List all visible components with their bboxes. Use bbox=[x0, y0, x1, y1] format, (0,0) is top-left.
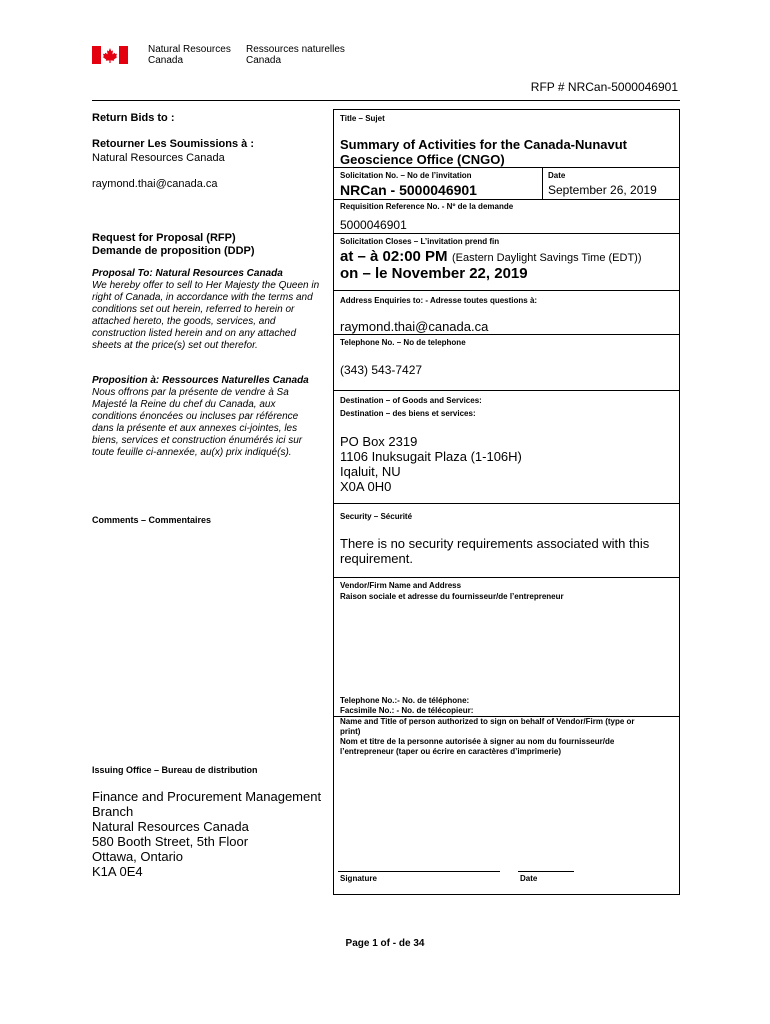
closes-label: Solicitation Closes – L’invitation prend fin bbox=[340, 237, 500, 246]
enquiries-email[interactable]: raymond.thai@canada.ca bbox=[340, 319, 489, 334]
department-name-en: Natural Resources Canada bbox=[148, 44, 231, 66]
return-org: Natural Resources Canada bbox=[92, 152, 225, 164]
canada-flag-icon bbox=[92, 46, 128, 64]
return-bids-label: Return Bids to : bbox=[92, 112, 175, 124]
solicitation-number: NRCan - 5000046901 bbox=[340, 182, 477, 198]
date-label: Date bbox=[548, 171, 566, 180]
telephone-value: (343) 543-7427 bbox=[340, 363, 423, 377]
department-name-fr: Ressources naturelles Canada bbox=[246, 44, 345, 66]
telephone-label: Telephone No. – No de telephone bbox=[340, 338, 466, 347]
signature-date-line[interactable] bbox=[518, 871, 574, 872]
rfp-title-en: Request for Proposal (RFP) bbox=[92, 232, 236, 244]
requisition-label: Requisition Reference No. - Nº de la demande bbox=[340, 202, 514, 211]
signature-line[interactable] bbox=[338, 871, 500, 872]
closes-time: at – à 02:00 PM (Eastern Daylight Savings Time (EDT)) bbox=[340, 248, 642, 265]
rfp-number: RFP # NRCan-5000046901 bbox=[530, 80, 678, 94]
issuing-office-address: Finance and Procurement Management Branch Natural Resources Canada 580 Booth Street, 5th Floor Ottawa, Ontario K1A 0E4 bbox=[92, 789, 322, 879]
return-email[interactable]: raymond.thai@canada.ca bbox=[92, 178, 218, 190]
signature-date-label: Date bbox=[520, 874, 538, 883]
signature-label: Signature bbox=[340, 874, 377, 883]
closes-date: on – le November 22, 2019 bbox=[340, 265, 528, 282]
vendor-label-fr: Raison sociale et adresse du fournisseur/de l’entrepreneur bbox=[340, 592, 564, 601]
title-value: Summary of Activities for the Canada-Nunavut Geoscience Office (CNGO) bbox=[340, 137, 628, 167]
issuing-office-label: Issuing Office – Bureau de distribution bbox=[92, 765, 258, 775]
destination-label-en: Destination – of Goods and Services: bbox=[340, 396, 482, 405]
retourner-label: Retourner Les Soumissions à : bbox=[92, 138, 254, 150]
title-label: Title – Sujet bbox=[340, 114, 385, 123]
vendor-fax-label: Facsimile No.: - No. de télécopieur: bbox=[340, 706, 474, 715]
solicitation-label: Solicitation No. – No de l’invitation bbox=[340, 171, 472, 180]
header-divider bbox=[92, 100, 680, 101]
proposition-heading: Proposition à: Ressources Naturelles Canada bbox=[92, 375, 309, 386]
proposal-to-text: We hereby offer to sell to Her Majesty the Queen in right of Canada, in accordance with the terms and conditions set out herein, referred to herein or attached hereto, the goods, services, and construction listed herein and on any attached sheets at the price(s) set out therefor. bbox=[92, 280, 320, 351]
enquiries-label: Address Enquiries to: - Adresse toutes questions à: bbox=[340, 296, 538, 305]
proposition-text: Nous offrons par la présente de vendre à Sa Majesté la Reine du chef du Canada, aux conditions énoncées ou incluses par référence dans la présente et aux annexes ci-jointes, les biens, services et construction énumérés ici sur toute feuille ci-annexée, au(x) prix indiqué(s). bbox=[92, 387, 303, 458]
comments-label: Comments – Commentaires bbox=[92, 515, 212, 525]
requisition-number: 5000046901 bbox=[340, 218, 407, 232]
destination-address: PO Box 2319 1106 Inuksugait Plaza (1-106H) Iqaluit, NU X0A 0H0 bbox=[340, 434, 522, 494]
vendor-name-field[interactable] bbox=[336, 606, 676, 692]
date-value: September 26, 2019 bbox=[548, 183, 657, 197]
rfp-title-fr: Demande de proposition (DDP) bbox=[92, 245, 255, 257]
vendor-label-en: Vendor/Firm Name and Address bbox=[340, 581, 462, 590]
security-label: Security – Sécurité bbox=[340, 512, 413, 521]
authorized-person-label: Name and Title of person authorized to sign on behalf of Vendor/Firm (type or print) Nom et titre de la personne autorisée à signer au nom du fournisseur/de l’entrepreneur (taper ou écrire en caractères d’imprimerie) bbox=[340, 717, 635, 756]
security-text: There is no security requirements associated with this requirement. bbox=[340, 536, 650, 566]
proposal-to-heading: Proposal To: Natural Resources Canada bbox=[92, 268, 283, 279]
page-number: Page 1 of - de 34 bbox=[345, 938, 425, 949]
vendor-phone-label: Telephone No.:- No. de téléphone: bbox=[340, 696, 470, 705]
destination-label-fr: Destination – des biens et services: bbox=[340, 409, 476, 418]
